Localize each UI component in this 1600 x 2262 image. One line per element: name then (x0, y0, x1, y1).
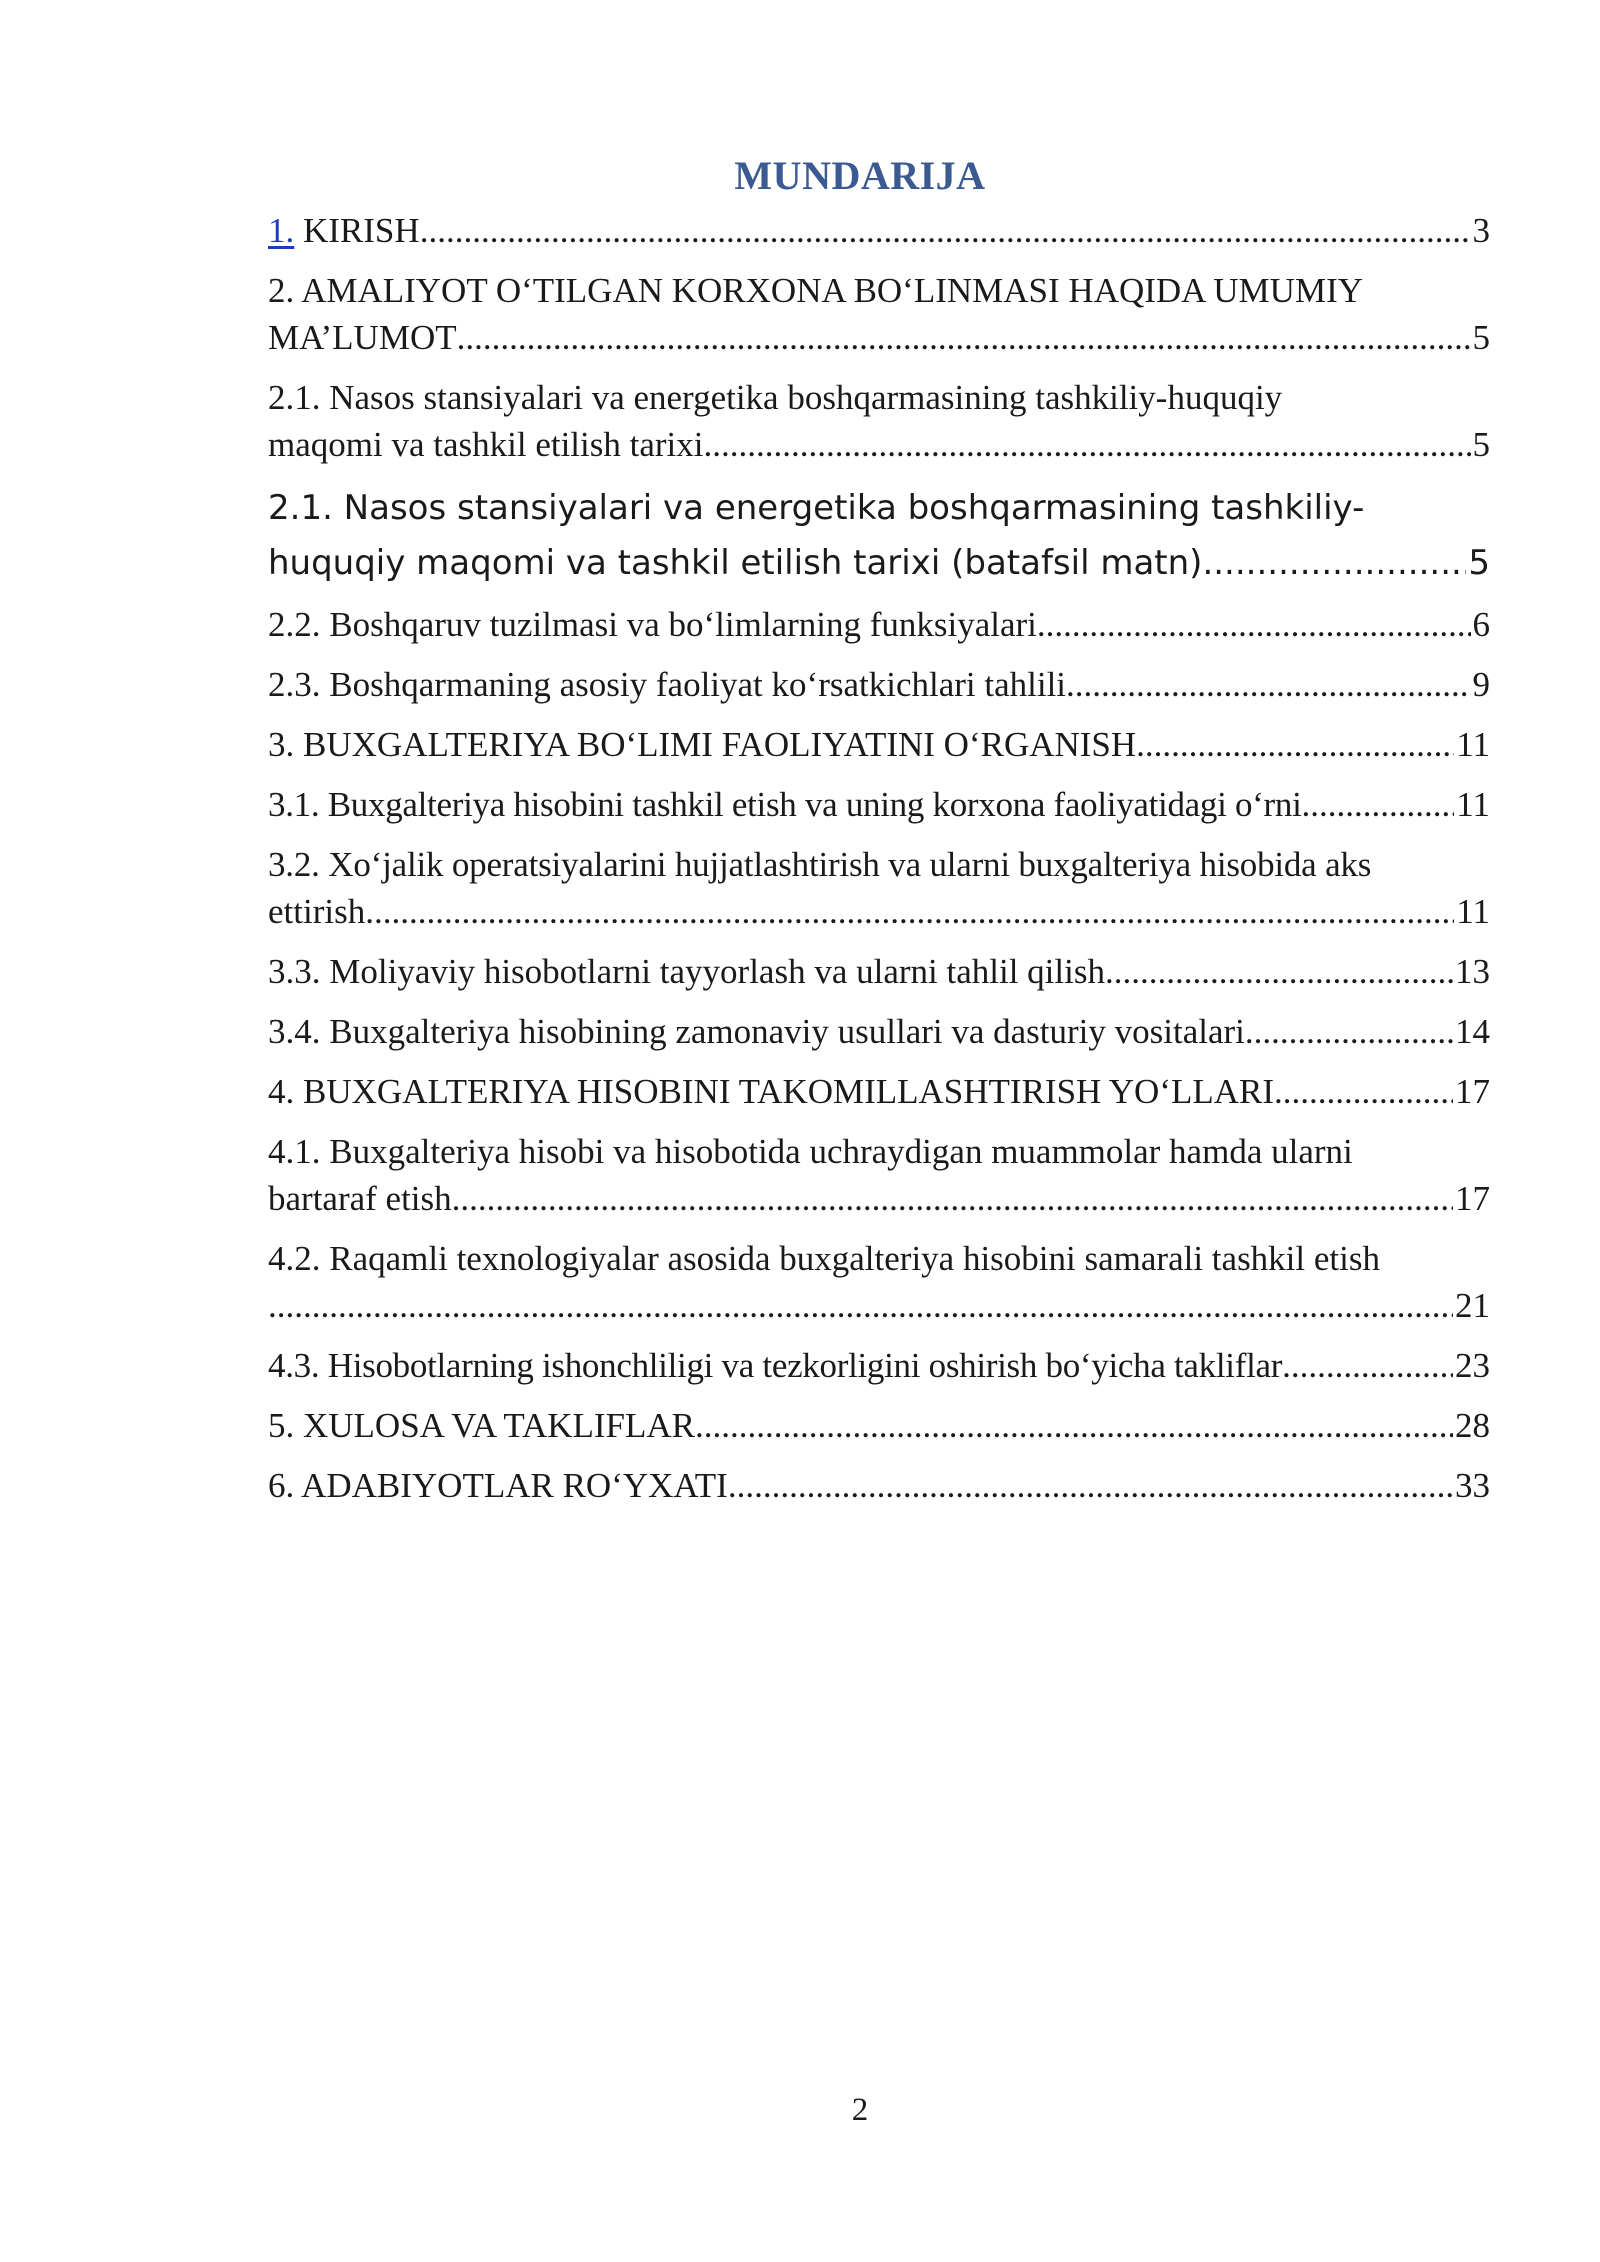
toc-entry-title: 3.4. Buxgalteriya hisobining zamonaviy usullari va dasturiy vositalari (268, 1012, 1245, 1051)
table-of-contents (268, 207, 1490, 1522)
toc-page-number: 11 (1456, 785, 1490, 824)
dot-leader (1274, 1068, 1453, 1115)
toc-page-number: 3 (1472, 211, 1490, 250)
toc-page-number: 13 (1455, 952, 1490, 991)
toc-entry-number-link[interactable]: 1. (268, 211, 295, 250)
toc-page-number: 33 (1455, 1466, 1490, 1505)
page-number: 2 (851, 2092, 869, 2128)
dot-leader (1136, 721, 1454, 768)
toc-entry-title: 2.1. Nasos stansiyalari va energetika boshqarmasining tashkiliy-huquqiy (268, 378, 1283, 417)
dot-leader (728, 1462, 1453, 1509)
toc-entry-title: 2.1. Nasos stansiyalari va energetika boshqarmasining tashkiliy- (268, 488, 1365, 528)
dot-leader (452, 1175, 1453, 1222)
toc-entry-title: 2.3. Boshqarmaning asosiy faoliyat ko‘rsatkichlari tahlili (268, 665, 1067, 704)
toc-page-number: 14 (1455, 1012, 1490, 1051)
toc-page-number: 17 (1455, 1072, 1490, 1111)
toc-entry-title: 4.2. Raqamli texnologiyalar asosida buxgalteriya hisobini samarali tashkil etish (268, 1239, 1380, 1278)
toc-entry-title: 4.3. Hisobotlarning ishonchliligi va tezkorligini oshirish bo‘yicha takliflar (268, 1346, 1283, 1385)
dot-leader (1282, 1342, 1453, 1389)
toc-entry[interactable] (268, 207, 1490, 254)
toc-entry[interactable] (268, 267, 1490, 361)
toc-page-number: 11 (1456, 892, 1490, 931)
toc-entry[interactable] (268, 481, 1490, 591)
toc-page-number: 11 (1456, 725, 1490, 764)
toc-entry-title-cont: huquqiy maqomi va tashkil etilish tarixi (batafsil matn) (268, 543, 1203, 583)
dot-leader (457, 314, 1471, 361)
toc-page-number: 5 (1468, 543, 1490, 583)
toc-entry[interactable] (268, 1342, 1490, 1389)
toc-entry-title: 4.1. Buxgalteriya hisobi va hisobotida uchraydigan muammolar hamda ularni (268, 1132, 1353, 1171)
toc-entry[interactable] (268, 1402, 1490, 1449)
toc-entry-title: 2. AMALIYOT O‘TILGAN KORXONA BO‘LINMASI HAQIDA UMUMIY (268, 271, 1363, 310)
toc-entry[interactable] (268, 1235, 1490, 1329)
toc-entry[interactable] (268, 841, 1490, 935)
dot-leader (1302, 781, 1455, 828)
toc-entry-title: 3.2. Xo‘jalik operatsiyalarini hujjatlashtirish va ularni buxgalteriya hisobida aks (268, 845, 1372, 884)
toc-entry-title-cont: maqomi va tashkil etilish tarixi (268, 425, 704, 464)
toc-entry[interactable] (268, 721, 1490, 768)
toc-entry[interactable] (268, 1068, 1490, 1115)
toc-entry-title: 6. ADABIYOTLAR RO‘YXATI (268, 1466, 728, 1505)
toc-entry[interactable] (268, 781, 1490, 828)
dot-leader (1202, 536, 1466, 591)
toc-page-number: 9 (1472, 665, 1490, 704)
dot-leader (365, 888, 1454, 935)
toc-page-number: 17 (1455, 1179, 1490, 1218)
toc-entry-title-cont: ettirish (268, 892, 366, 931)
toc-title: MUNDARIJA (734, 153, 986, 198)
toc-entry[interactable] (268, 1462, 1490, 1509)
toc-page-number: 21 (1455, 1286, 1490, 1325)
toc-entry[interactable] (268, 1128, 1490, 1222)
toc-entry-title: 3.1. Buxgalteriya hisobini tashkil etish va uning korxona faoliyatidagi o‘rni (268, 785, 1302, 824)
toc-page-number: 5 (1472, 318, 1490, 357)
toc-entry-title-cont: MA’LUMOT (268, 318, 457, 357)
toc-page-number: 6 (1472, 605, 1490, 644)
toc-entry-title: 3.3. Moliyaviy hisobotlarni tayyorlash va ularni tahlil qilish (268, 952, 1105, 991)
dot-leader (1066, 661, 1470, 708)
toc-entry-title: 3. BUXGALTERIYA BO‘LIMI FAOLIYATINI O‘RGANISH (268, 725, 1137, 764)
toc-entry[interactable] (268, 1008, 1490, 1055)
toc-entry-title: KIRISH (303, 211, 420, 250)
toc-entry[interactable] (268, 374, 1490, 468)
dot-leader (1105, 948, 1453, 995)
toc-entry-title: 2.2. Boshqaruv tuzilmasi va bo‘limlarning funksiyalari (268, 605, 1037, 644)
toc-page-number: 23 (1455, 1346, 1490, 1385)
toc-entry[interactable] (268, 948, 1490, 995)
toc-page-number: 28 (1455, 1406, 1490, 1445)
toc-page-number: 5 (1472, 425, 1490, 464)
dot-leader (268, 1282, 1453, 1329)
toc-entry-title: 5. XULOSA VA TAKLIFLAR (268, 1406, 695, 1445)
dot-leader (1245, 1008, 1453, 1055)
toc-entry[interactable] (268, 661, 1490, 708)
dot-leader (695, 1402, 1453, 1449)
toc-entry[interactable] (268, 601, 1490, 648)
toc-entry-title-cont: bartaraf etish (268, 1179, 452, 1218)
dot-leader (420, 207, 1471, 254)
dot-leader (703, 421, 1470, 468)
dot-leader (1037, 601, 1471, 648)
toc-entry-title: 4. BUXGALTERIYA HISOBINI TAKOMILLASHTIRISH YO‘LLARI (268, 1072, 1275, 1111)
